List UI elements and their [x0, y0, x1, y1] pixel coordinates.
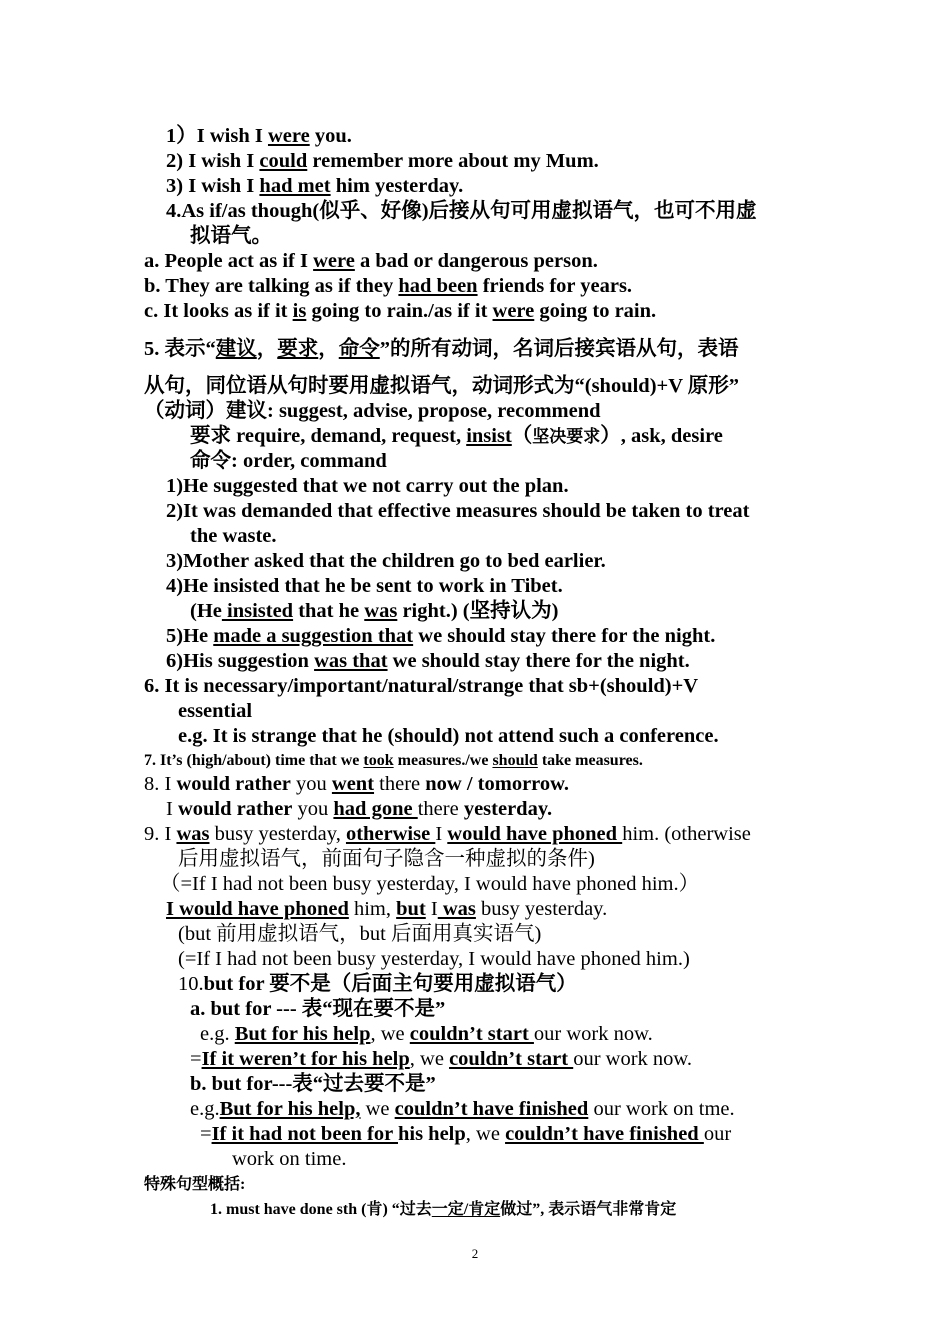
section-10-b-example-2-cont: work on time.	[232, 1148, 347, 1170]
asif-example-c: c. It looks as if it is going to rain./as if it were going to rain.	[144, 300, 657, 322]
special-patterns-title: 特殊句型概括:	[144, 1176, 246, 1193]
s5-example-1: 1)He suggested that we not carry out the plan.	[166, 475, 569, 497]
section-10-a: a. but for --- 表“现在要不是”	[190, 998, 446, 1020]
section-10-heading: 10.but for 要不是（后面主句要用虚拟语气）	[178, 973, 577, 995]
s5-example-4: 4)He insisted that he be sent to work in Tibet.	[166, 575, 563, 597]
section-5-heading: 5. 表示“建议，要求，命令”的所有动词，名词后接宾语从句，表语	[144, 338, 739, 360]
section-6-heading: 6. It is necessary/important/natural/strange that sb+(should)+V	[144, 675, 699, 697]
section-10-a-example-2: =If it weren’t for his help, we couldn’t start our work now.	[190, 1048, 693, 1070]
section-9-line-1: 9. I was busy yesterday, otherwise I would have phoned him. (otherwise	[144, 823, 751, 845]
page-number: 2	[471, 1246, 479, 1261]
s5-example-2-cont: the waste.	[190, 525, 277, 547]
s5-example-2: 2)It was demanded that effective measures should be taken to treat	[166, 500, 750, 522]
s5-example-4-note: (He insisted that he was right.) (坚持认为)	[190, 600, 559, 622]
section-6-heading-cont: essential	[178, 700, 253, 722]
section-9-line-6: (=If I had not been busy yesterday, I would have phoned him.)	[178, 948, 690, 970]
special-pattern-1: 1. must have done sth (肯) “过去一定/肯定做过”, 表示语气非常肯定	[210, 1201, 677, 1218]
section-7: 7. It’s (high/about) time that we took measures./we should take measures.	[144, 752, 643, 769]
verbs-order: 命令: order, command	[190, 450, 387, 472]
verbs-require: 要求 require, demand, request, insist（坚决要求）, ask, desire	[190, 425, 723, 447]
section-5-heading-cont: 从句，同位语从句时要用虚拟语气，动词形式为“(should)+V 原形”	[144, 375, 740, 397]
section-10-b-example-2: =If it had not been for his help, we couldn’t have finished our	[200, 1123, 732, 1145]
s5-example-6: 6)His suggestion was that we should stay there for the night.	[166, 650, 690, 672]
section-6-example: e.g. It is strange that he (should) not attend such a conference.	[178, 725, 719, 747]
section-8-line-1: 8. I would rather you went there now / tomorrow.	[144, 773, 569, 795]
verbs-suggest: （动词）建议: suggest, advise, propose, recommend	[144, 400, 601, 422]
asif-heading-cont: 拟语气。	[190, 225, 272, 247]
section-10-a-example-1: e.g. But for his help, we couldn’t start our work now.	[200, 1023, 653, 1045]
s5-example-3: 3)Mother asked that the children go to bed earlier.	[166, 550, 606, 572]
section-9-line-5: (but 前用虚拟语气，but 后面用真实语气)	[178, 923, 542, 945]
section-9-line-3: （=If I had not been busy yesterday, I would have phoned him.）	[160, 873, 700, 895]
section-10-b: b. but for---表“过去要不是”	[190, 1073, 436, 1095]
wish-example-1: 1）I wish I were you.	[166, 125, 352, 147]
section-8-line-2: I would rather you had gone there yesterday.	[166, 798, 553, 820]
section-9-line-4: I would have phoned him, but I was busy yesterday.	[166, 898, 608, 920]
section-9-line-2: 后用虚拟语气，前面句子隐含一种虚拟的条件)	[178, 848, 595, 870]
asif-example-a: a. People act as if I were a bad or dangerous person.	[144, 250, 598, 272]
asif-heading: 4.As if/as though(似乎、好像)后接从句可用虚拟语气，也可不用虚	[166, 200, 757, 222]
wish-example-2: 2) I wish I could remember more about my Mum.	[166, 150, 599, 172]
s5-example-5: 5)He made a suggestion that we should stay there for the night.	[166, 625, 716, 647]
wish-example-3: 3) I wish I had met him yesterday.	[166, 175, 464, 197]
section-10-b-example-1: e.g.But for his help, we couldn’t have finished our work on tme.	[190, 1098, 735, 1120]
asif-example-b: b. They are talking as if they had been friends for years.	[144, 275, 633, 297]
